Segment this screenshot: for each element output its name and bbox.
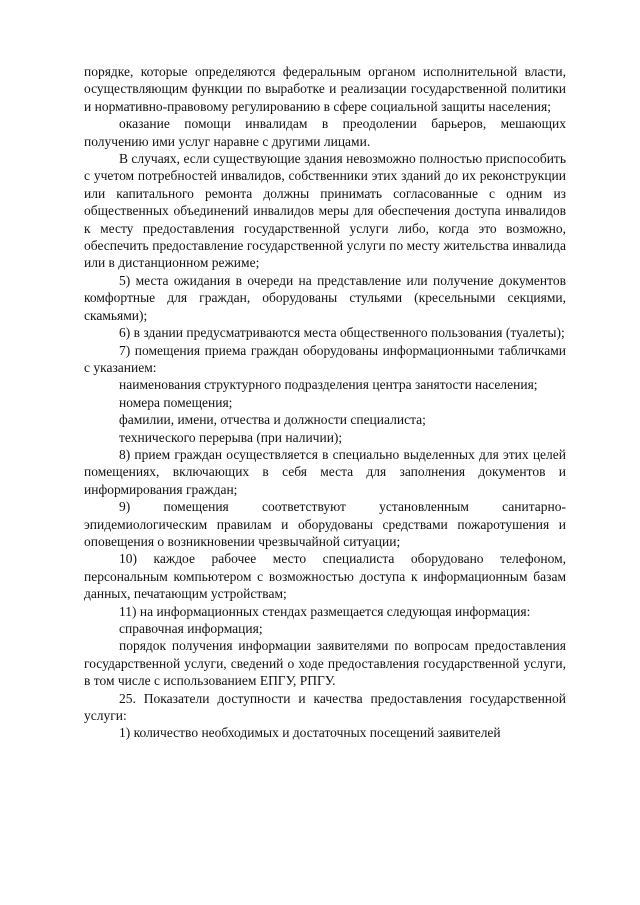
paragraph-item-10: 10) каждое рабочее место специалиста оборудовано телефоном, персональным компьютером с возможностью доступа к информационным базам данных, печатающим устройствам; [84,551,566,602]
paragraph-department-name: наименования структурного подразделения центра занятости населения; [119,377,538,393]
paragraph-item-6: 6) в здании предусматриваются места общественного пользования (туалеты); [119,325,565,341]
paragraph-item-8: 8) прием граждан осуществляется в специально выделенных для этих целей помещениях, включающих в себя места для заполнения документов и информирования граждан; [84,446,566,497]
paragraph-item-11: 11) на информационных стендах размещается следующая информация: [119,603,531,619]
paragraph-reference-info: справочная информация; [119,621,263,636]
paragraph-continuation: порядке, которые определяются федеральным органом исполнительной власти, осуществляющим функции по выработке и реализации государственной политики и нормативно-правовому регулированию в сфере социальной защиты населения; [84,64,566,114]
paragraph-building-adaptation: В случаях, если существующие здания невозможно полностью приспособить с учетом потребностей инвалидов, собственники этих зданий до их реконструкции или капитального ремонта должны принимать согласованные с одним из общественных объединений инвалидов меры для обеспечения доступа инвалидов к месту предоставления государственной услуги либо, когда это возможно, обеспечить предоставление государственной услуги по месту жительства инвалида или в дистанционном режиме; [84,151,566,271]
paragraph-item-7: 7) помещения приема граждан оборудованы информационными табличками с указанием: [84,342,566,375]
document-body [84,63,566,742]
paragraph-indicator-1: 1) количество необходимых и достаточных посещений заявителей [119,725,501,741]
paragraph-section-25: 25. Показатели доступности и качества предоставления государственной услуги: [84,690,566,724]
paragraph-room-number: номера помещения; [119,394,233,410]
paragraph-barrier-assistance: оказание помощи инвалидам в преодолении барьеров, мешающих получению ими услуг наравне с другими лицами. [84,116,566,149]
paragraph-specialist-name: фамилии, имени, отчества и должности специалиста; [119,412,426,428]
paragraph-info-procedure: порядок получения информации заявителями по вопросам предоставления государственной услуги, сведений о ходе предоставления государственной услуги, в том числе с использованием ЕПГУ, РПГУ. [84,638,566,689]
paragraph-item-9: 9) помещения соответствуют установленным санитарно-эпидемиологическим правилам и оборудованы средствами пожаротушения и оповещения о возникновении чрезвычайной ситуации; [84,499,566,549]
paragraph-break-time: технического перерыва (при наличии); [119,429,343,445]
paragraph-item-5: 5) места ожидания в очереди на представление или получение документов комфортные для граждан, оборудованы стульями (кресельными секциями, скамьями); [84,272,566,323]
